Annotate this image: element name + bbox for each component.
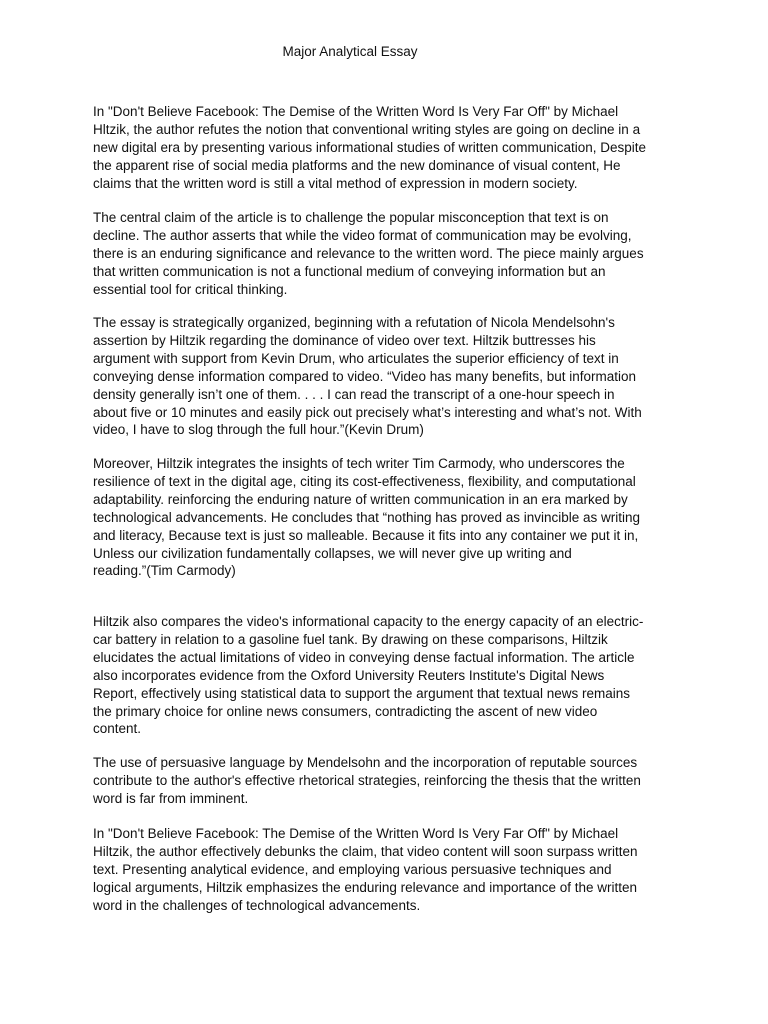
paragraph-line: technological advancements. He concludes that “nothing has proved as invincible as writing [93,509,641,525]
paragraph-6 [93,754,681,808]
paragraph-line: claims that the written word is still a vital method of expression in modern society. [93,175,578,191]
paragraph-line: decline. The author asserts that while the video format of communication may be evolving, [93,227,632,243]
paragraph-line: the primary choice for online news consumers, contradicting the ascent of new video [93,703,598,719]
paragraph-line: conveying dense information compared to video. “Video has many benefits, but information [93,368,637,384]
paragraph-5 [93,613,681,738]
paragraph-line: Moreover, Hiltzik integrates the insights of tech writer Tim Carmody, who underscores the [93,456,625,471]
paragraph-line: Hiltzik, the author effectively debunks the claim, that video content will soon surpass written [93,843,638,859]
paragraph-line: essential tool for critical thinking. [93,281,288,297]
paragraph-1 [93,103,681,193]
paragraph-line: word is far from imminent. [93,790,249,806]
paragraph-line: density generally isn’t one of them. . . . I can read the transcript of a one-hour speech in [93,386,615,402]
paragraph-line: The essay is strategically organized, beginning with a refutation of Nicola Mendelsohn's [93,315,615,330]
paragraph-7 [93,825,681,915]
paragraph-line: video, I have to slog through the full hour.”(Kevin Drum) [93,422,424,438]
paragraph-line: content. [93,721,142,737]
paragraph-line: word in the challenges of technological advancements. [93,897,421,913]
paragraph-line: Hltzik, the author refutes the notion that conventional writing styles are going on decline in a [93,121,641,137]
paragraph-line: adaptability. reinforcing the enduring nature of written communication in an era marked by [93,491,628,507]
paragraph-line: logical arguments, Hiltzik emphasizes the enduring relevance and importance of the written [93,879,638,895]
paragraph-line: Hiltzik also compares the video's informational capacity to the energy capacity of an electric- [93,614,644,629]
paragraph-line: resilience of text in the digital age, citing its cost-effectiveness, flexibility, and computational [93,473,636,489]
paragraph-line: In "Don't Believe Facebook: The Demise of the Written Word Is Very Far Off" by Michael [93,826,619,841]
paragraph-line: reading.”(Tim Carmody) [93,563,236,579]
paragraph-line: In "Don't Believe Facebook: The Demise of the Written Word Is Very Far Off" by Michael [93,104,619,119]
paragraph-line: the apparent rise of social media platforms and the new dominance of visual content, He [93,157,621,173]
paragraph-line: Report, effectively using statistical data to support the argument that textual news remains [93,685,631,701]
paragraph-line: there is an enduring significance and relevance to the written word. The piece mainly argues [93,245,644,261]
paragraph-line: elucidates the actual limitations of video in conveying dense factual information. The article [93,649,635,665]
paragraph-line: contribute to the author's effective rhetorical strategies, reinforcing the thesis that the written [93,772,641,788]
paragraph-line: about five or 10 minutes and easily pick out precisely what’s interesting and what’s not. With [93,404,642,420]
paragraph-line: Unless our civilization fundamentally collapses, we will never give up writing and [93,545,572,561]
essay-title: Major Analytical Essay [282,44,418,59]
paragraph-line: The use of persuasive language by Mendelsohn and the incorporation of reputable sources [93,755,638,770]
paragraph-3 [93,314,681,439]
paragraph-2 [93,209,681,299]
paragraph-line: that written communication is not a functional medium of conveying information but an [93,263,606,279]
paragraph-4 [93,455,681,580]
paragraph-line: argument with support from Kevin Drum, who articulates the superior efficiency of text in [93,350,619,366]
paragraph-line: and literacy, Because text is just so malleable. Because it fits into any container we put it in, [93,527,639,543]
paragraph-line: new digital era by presenting various informational studies of written communication, Despite [93,139,647,155]
paragraph-line: The central claim of the article is to challenge the popular misconception that text is on [93,210,609,225]
paragraph-line: assertion by Hiltzik regarding the dominance of video over text. Hiltzik buttresses his [93,332,596,348]
paragraph-line: car battery in relation to a gasoline fuel tank. By drawing on these comparisons, Hiltzik [93,631,608,647]
paragraph-line: text. Presenting analytical evidence, and employing various persuasive techniques and [93,861,612,877]
paragraph-line: also incorporates evidence from the Oxford University Reuters Institute's Digital News [93,667,605,683]
